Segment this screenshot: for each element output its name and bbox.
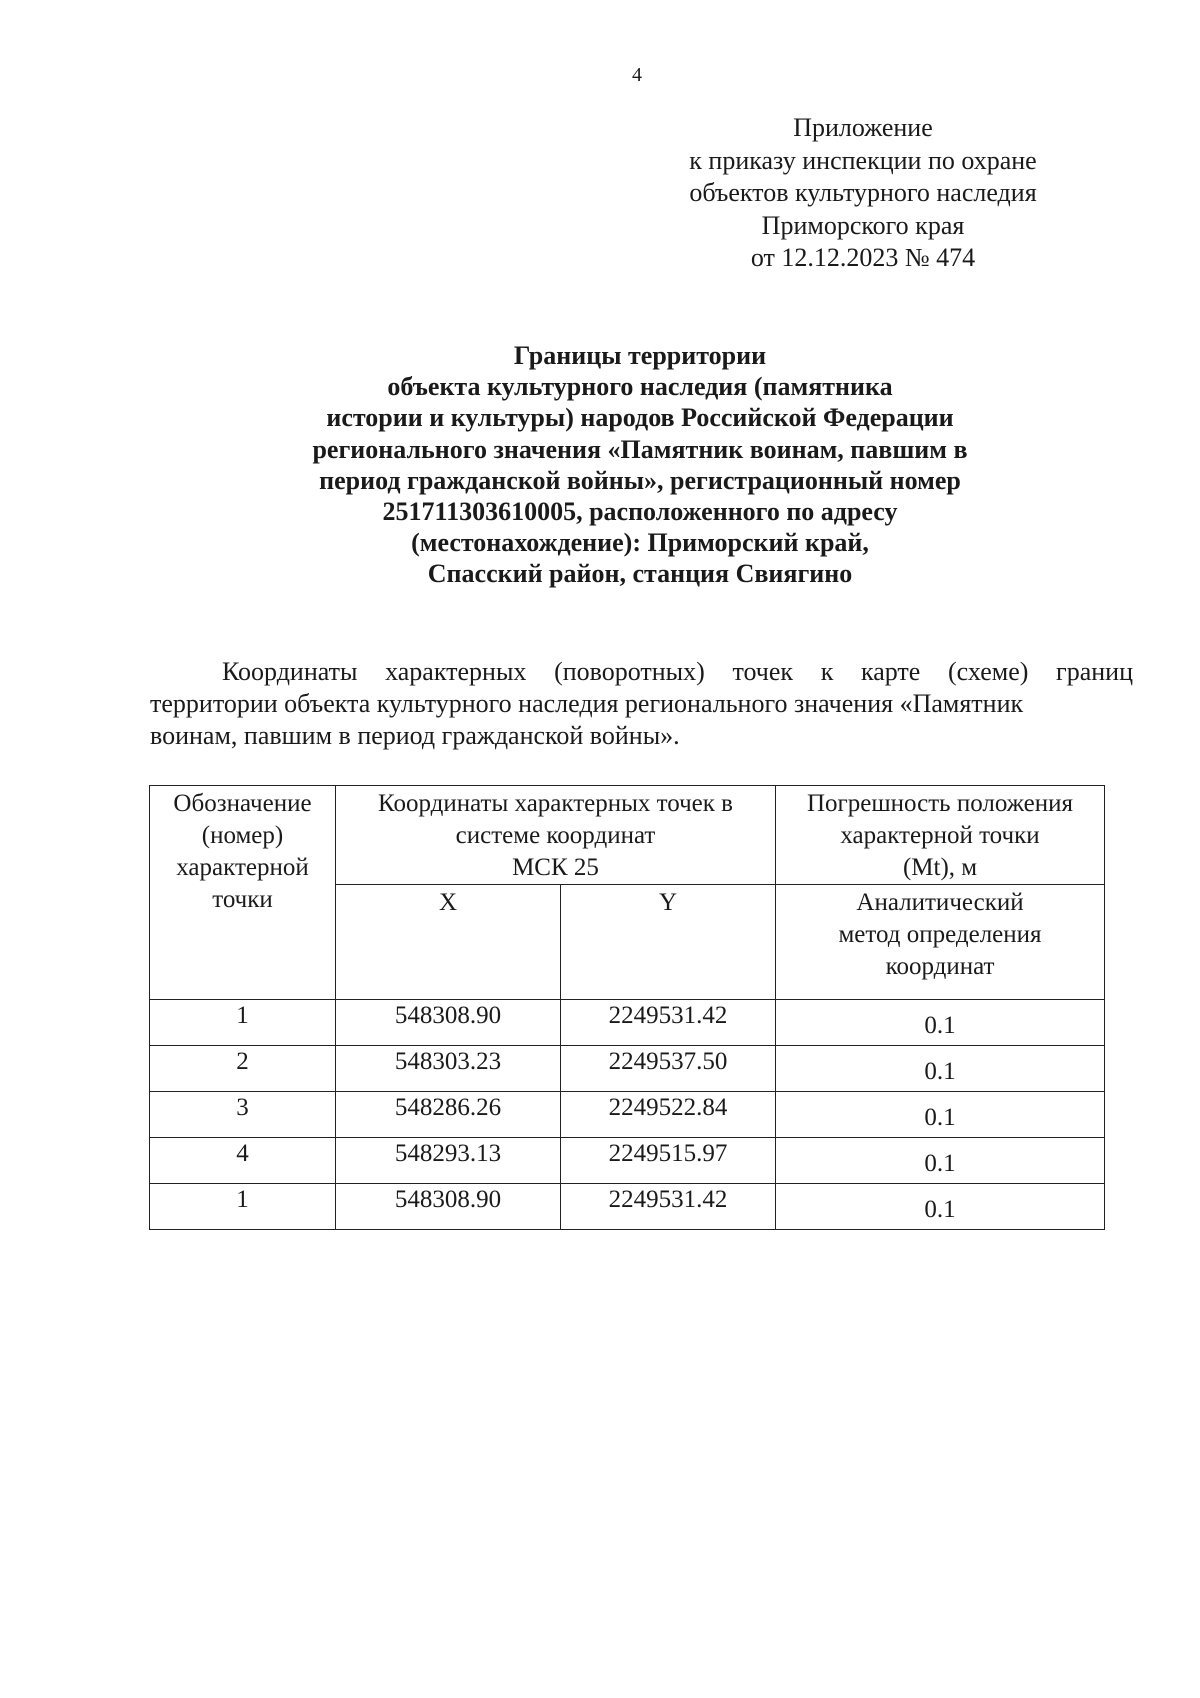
table-header-row: [150, 786, 1105, 885]
cell-x: 548293.13: [336, 1138, 561, 1184]
title-line: (местонахождение): Приморский край,: [411, 528, 869, 558]
cell-mt: 0.1: [776, 1046, 1105, 1092]
title-line: истории и культуры) народов Российской Федерации: [326, 403, 954, 433]
document-title: [200, 340, 1080, 590]
table-row: [150, 1184, 1105, 1230]
cell-point: 1: [150, 1184, 336, 1230]
cell-y: 2249531.42: [561, 1000, 776, 1046]
appendix-block: [640, 112, 1086, 275]
page-number: 4: [632, 64, 642, 86]
table-row: [150, 1092, 1105, 1138]
cell-y: 2249531.42: [561, 1184, 776, 1230]
table-row: [150, 1000, 1105, 1046]
header-designation: Обозначение (номер) характерной точки: [150, 786, 336, 1000]
cell-x: 548303.23: [336, 1046, 561, 1092]
intro-line: воинам, павшим в период гражданской войны».: [150, 721, 680, 750]
header-method: Аналитический метод определения координат: [776, 885, 1105, 1000]
title-line: Спасский район, станция Свиягино: [427, 559, 853, 589]
title-line: 251711303610005, расположенного по адресу: [382, 497, 898, 527]
table-row: [150, 1138, 1105, 1184]
cell-x: 548308.90: [336, 1184, 561, 1230]
cell-x: 548308.90: [336, 1000, 561, 1046]
header-error: Погрешность положения характерной точки (Mt), м: [776, 786, 1105, 885]
header-coordinates: Координаты характерных точек в системе координат МСК 25: [336, 786, 776, 885]
header-x: X: [336, 885, 561, 1000]
intro-line: территории объекта культурного наследия регионального значения «Памятник: [150, 689, 1024, 718]
table-row: [150, 1046, 1105, 1092]
header-y: Y: [561, 885, 776, 1000]
appendix-line: Приморского края: [761, 210, 965, 240]
coordinates-table: [149, 785, 1105, 1230]
cell-mt: 0.1: [776, 1184, 1105, 1230]
appendix-line: Приложение: [793, 113, 933, 142]
title-line: объекта культурного наследия (памятника: [387, 372, 893, 402]
cell-mt: 0.1: [776, 1092, 1105, 1138]
appendix-line: к приказу инспекции по охране: [689, 145, 1037, 175]
appendix-line: от 12.12.2023 № 474: [750, 243, 976, 272]
title-line: период гражданской войны», регистрационный номер: [319, 465, 961, 495]
cell-y: 2249537.50: [561, 1046, 776, 1092]
cell-y: 2249522.84: [561, 1092, 776, 1138]
intro-paragraph: [150, 656, 1133, 752]
cell-mt: 0.1: [776, 1138, 1105, 1184]
title-line: Границы территории: [513, 341, 767, 370]
cell-x: 548286.26: [336, 1092, 561, 1138]
cell-point: 4: [150, 1138, 336, 1184]
appendix-line: объектов культурного наследия: [689, 178, 1037, 207]
cell-point: 3: [150, 1092, 336, 1138]
intro-line: Координаты характерных (поворотных) точек к карте (схеме) границ: [222, 657, 1133, 686]
title-line: регионального значения «Памятник воинам, павшим в: [312, 434, 968, 464]
cell-mt: 0.1: [776, 1000, 1105, 1046]
cell-point: 1: [150, 1000, 336, 1046]
cell-point: 2: [150, 1046, 336, 1092]
cell-y: 2249515.97: [561, 1138, 776, 1184]
